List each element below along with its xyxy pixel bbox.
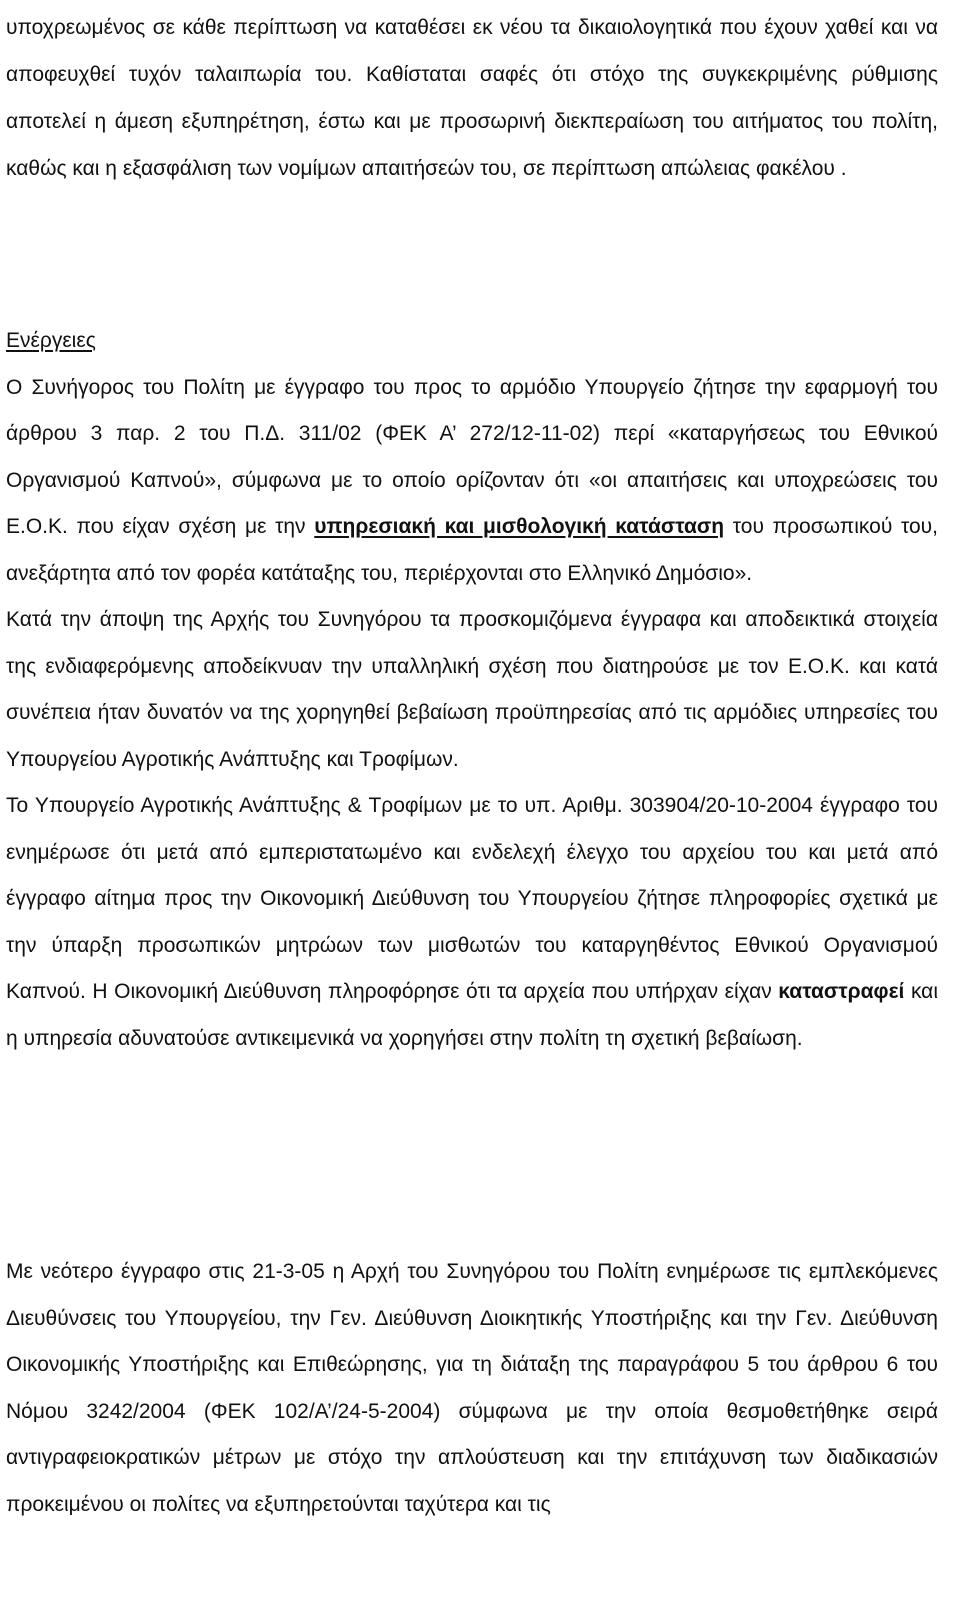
ministry-paragraph: [6, 783, 938, 1062]
ministry-paragraph-text-2: και η υπηρεσία αδυνατούσε αντικειμενικά να χορηγήσει στην πολίτη τη σχετική βεβαίωση.: [6, 980, 938, 1050]
action-paragraph: [6, 365, 938, 598]
action-paragraph-text-1: Ο Συνήγορος του Πολίτη με έγγραφο του προς το αρμόδιο Υπουργείο ζήτησε την εφαρμογή του άρθρου 3 παρ. 2 του Π.Δ. 311/02 (ΦΕΚ Α’ 272/12-11-02) περί «καταργήσεως του Εθνικού Οργανισμού Καπνού», σύμφωνα με το οποίο ορίζονταν ότι «οι απαιτήσεις και υποχρεώσεις του Ε.Ο.Κ. που είχαν σχέση με την: [6, 375, 938, 538]
intro-paragraph: υποχρεωμένος σε κάθε περίπτωση να καταθέσει εκ νέου τα δικαιολογητικά που έχουν χαθεί και να αποφευχθεί τυχόν ταλαιπωρία του. Καθίσταται σαφές ότι στόχο της συγκεκριμένης ρύθμισης αποτελεί η άμεση εξυπηρέτηση, έστω και με προσωρινή διεκπεραίωση του αιτήματος του πολίτη, καθώς και η εξασφάλιση των νομίμων απαιτήσεών του, σε περίπτωση απώλειας φακέλου .: [6, 16, 938, 180]
actions-section: [6, 318, 938, 1062]
letter-paragraph: Με νεότερο έγγραφο στις 21-3-05 η Αρχή του Συνηγόρου του Πολίτη ενημέρωσε τις εμπλεκόμενες Διευθύνσεις του Υπουργείου, την Γεν. Διεύθυνση Διοικητικής Υποστήριξης και την Γεν. Διεύθυνση Οικονομικής Υποστήριξης και Επιθεώρησης, για τη διάταξη της παραγράφου 5 του άρθρου 6 του Νόμου 3242/2004 (ΦΕΚ 102/Α’/24-5-2004) σύμφωνα με την οποία θεσμοθετήθηκε σειρά αντιγραφειοκρατικών μέτρων με στόχο την απλούστευση και την επιτάχυνση των διαδικασιών προκειμένου οι πολίτες να εξυπηρετούνται ταχύτερα και τις: [6, 1260, 938, 1516]
action-paragraph-emphasis: υπηρεσιακή και μισθολογική κατάσταση: [314, 515, 725, 538]
section-heading: Ενέργειες: [6, 329, 96, 352]
ministry-paragraph-emphasis: καταστραφεί: [778, 980, 905, 1003]
action-paragraph-text-2: του προσωπικού του, ανεξάρτητα από τον φορέα κατάταξης του, περιέρχονται στο Ελληνικό Δημόσιο».: [6, 515, 939, 585]
ministry-paragraph-text-1: Το Υπουργείο Αγροτικής Ανάπτυξης & Τροφίμων με το υπ. Αριθμ. 303904/20-10-2004 έγγραφο του ενημέρωσε ότι μετά από εμπεριστατωμένο και ενδελεχή έλεγχο του αρχείου του και μετά από έγγραφο αίτημα προς την Οικονομική Διεύθυνση του Υπουργείου ζήτησε πληροφορίες σχετικά με την ύπαρξη προσωπικών μητρώων των μισθωτών του καταργηθέντος Εθνικού Οργανισμού Καπνού. Η Οικονομική Διεύθυνση πληροφόρησε ότι τα αρχεία που υπήρχαν είχαν: [6, 794, 938, 1003]
authority-paragraph: Κατά την άποψη της Αρχής του Συνηγόρου τα προσκομιζόμενα έγγραφα και αποδεικτικά στοιχεία της ενδιαφερόμενης αποδείκνυαν την υπαλληλική σχέση που διατηρούσε με τον Ε.Ο.Κ. και κατά συνέπεια ήταν δυνατόν να της χορηγηθεί βεβαίωση προϋπηρεσίας από τις αρμόδιες υπηρεσίες του Υπουργείου Αγροτικής Ανάπτυξης και Τροφίμων.: [6, 608, 938, 771]
